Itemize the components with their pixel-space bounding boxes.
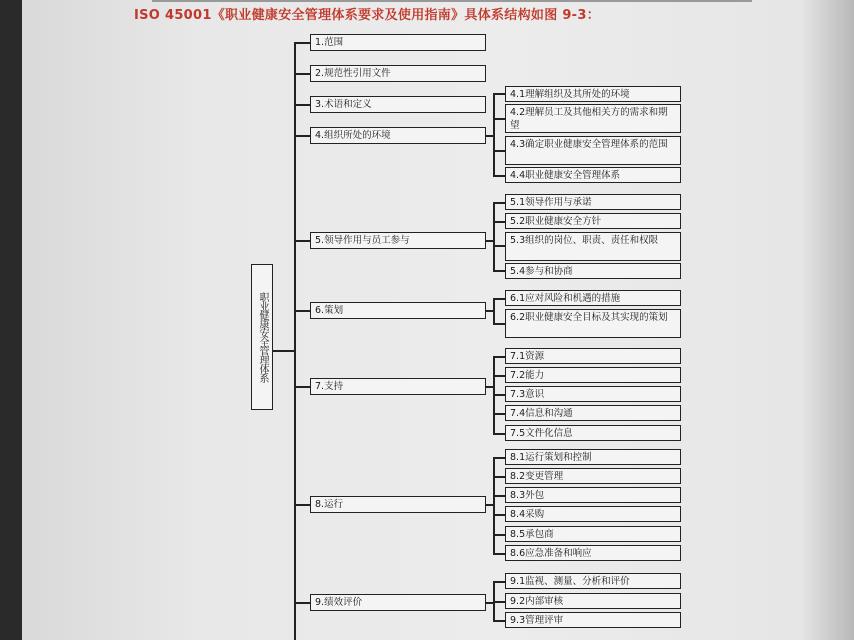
node-4-3: 4.3确定职业健康安全管理体系的范围 bbox=[505, 136, 681, 165]
connector bbox=[493, 245, 505, 247]
node-8-6: 8.6应急准备和响应 bbox=[505, 545, 681, 561]
main-trunk-line bbox=[294, 42, 296, 640]
node-1: 1.范围 bbox=[310, 34, 486, 51]
connector bbox=[493, 514, 505, 516]
connector bbox=[493, 394, 505, 396]
node-7-3: 7.3意识 bbox=[505, 386, 681, 402]
connector bbox=[493, 534, 505, 536]
node-5-1: 5.1领导作用与承诺 bbox=[505, 194, 681, 210]
connector bbox=[493, 221, 505, 223]
node-8: 8.运行 bbox=[310, 496, 486, 513]
connector bbox=[493, 356, 505, 358]
node-8-1: 8.1运行策划和控制 bbox=[505, 449, 681, 465]
connector bbox=[294, 42, 310, 44]
connector bbox=[493, 495, 505, 497]
connector bbox=[493, 270, 505, 272]
node-6: 6.策划 bbox=[310, 302, 486, 319]
connector bbox=[493, 413, 505, 415]
node-4-2: 4.2理解员工及其他相关方的需求和期望 bbox=[505, 104, 681, 133]
connector bbox=[493, 150, 505, 152]
connector bbox=[294, 602, 310, 604]
node-3: 3.术语和定义 bbox=[310, 96, 486, 113]
connector bbox=[294, 504, 310, 506]
root-connector bbox=[273, 350, 295, 352]
node-6-2: 6.2职业健康安全目标及其实现的策划 bbox=[505, 309, 681, 338]
branch-line bbox=[493, 298, 495, 323]
page-title: ISO 45001《职业健康安全管理体系要求及使用指南》具体系结构如图 9-3： bbox=[134, 8, 601, 23]
connector bbox=[493, 581, 505, 583]
node-8-4: 8.4采购 bbox=[505, 506, 681, 522]
node-5: 5.领导作用与员工参与 bbox=[310, 232, 486, 249]
node-2: 2.规范性引用文件 bbox=[310, 65, 486, 82]
page-top-edge bbox=[152, 0, 752, 2]
node-5-3: 5.3组织的岗位、职责、责任和权限 bbox=[505, 232, 681, 261]
connector bbox=[493, 433, 505, 435]
node-9: 9.绩效评价 bbox=[310, 594, 486, 611]
node-7-4: 7.4信息和沟通 bbox=[505, 405, 681, 421]
connector bbox=[493, 553, 505, 555]
node-4-1: 4.1理解组织及其所处的环境 bbox=[505, 86, 681, 102]
node-7-5: 7.5文件化信息 bbox=[505, 425, 681, 441]
connector bbox=[493, 601, 505, 603]
node-6-1: 6.1应对风险和机遇的措施 bbox=[505, 290, 681, 306]
connector bbox=[294, 135, 310, 137]
branch-line bbox=[493, 457, 495, 553]
connector bbox=[493, 175, 505, 177]
connector bbox=[294, 386, 310, 388]
node-5-2: 5.2职业健康安全方针 bbox=[505, 213, 681, 229]
node-8-2: 8.2变更管理 bbox=[505, 468, 681, 484]
connector bbox=[493, 476, 505, 478]
node-7-1: 7.1资源 bbox=[505, 348, 681, 364]
node-9-2: 9.2内部审核 bbox=[505, 593, 681, 609]
node-9-3: 9.3管理评审 bbox=[505, 612, 681, 628]
node-5-4: 5.4参与和协商 bbox=[505, 263, 681, 279]
connector bbox=[294, 104, 310, 106]
node-8-3: 8.3外包 bbox=[505, 487, 681, 503]
node-7-2: 7.2能力 bbox=[505, 367, 681, 383]
connector bbox=[493, 620, 505, 622]
connector bbox=[493, 457, 505, 459]
connector bbox=[294, 240, 310, 242]
connector bbox=[493, 298, 505, 300]
document-page bbox=[22, 0, 854, 640]
branch-line bbox=[493, 202, 495, 270]
node-8-5: 8.5承包商 bbox=[505, 526, 681, 542]
connector bbox=[294, 73, 310, 75]
connector bbox=[493, 93, 505, 95]
node-9-1: 9.1监视、测量、分析和评价 bbox=[505, 573, 681, 589]
node-4-4: 4.4职业健康安全管理体系 bbox=[505, 167, 681, 183]
node-4: 4.组织所处的环境 bbox=[310, 127, 486, 144]
connector bbox=[493, 202, 505, 204]
connector bbox=[493, 375, 505, 377]
connector bbox=[493, 323, 505, 325]
root-node: 职业健康安全管理体系 bbox=[251, 264, 273, 410]
connector bbox=[294, 310, 310, 312]
node-7: 7.支持 bbox=[310, 378, 486, 395]
branch-line bbox=[493, 93, 495, 175]
connector bbox=[493, 118, 505, 120]
